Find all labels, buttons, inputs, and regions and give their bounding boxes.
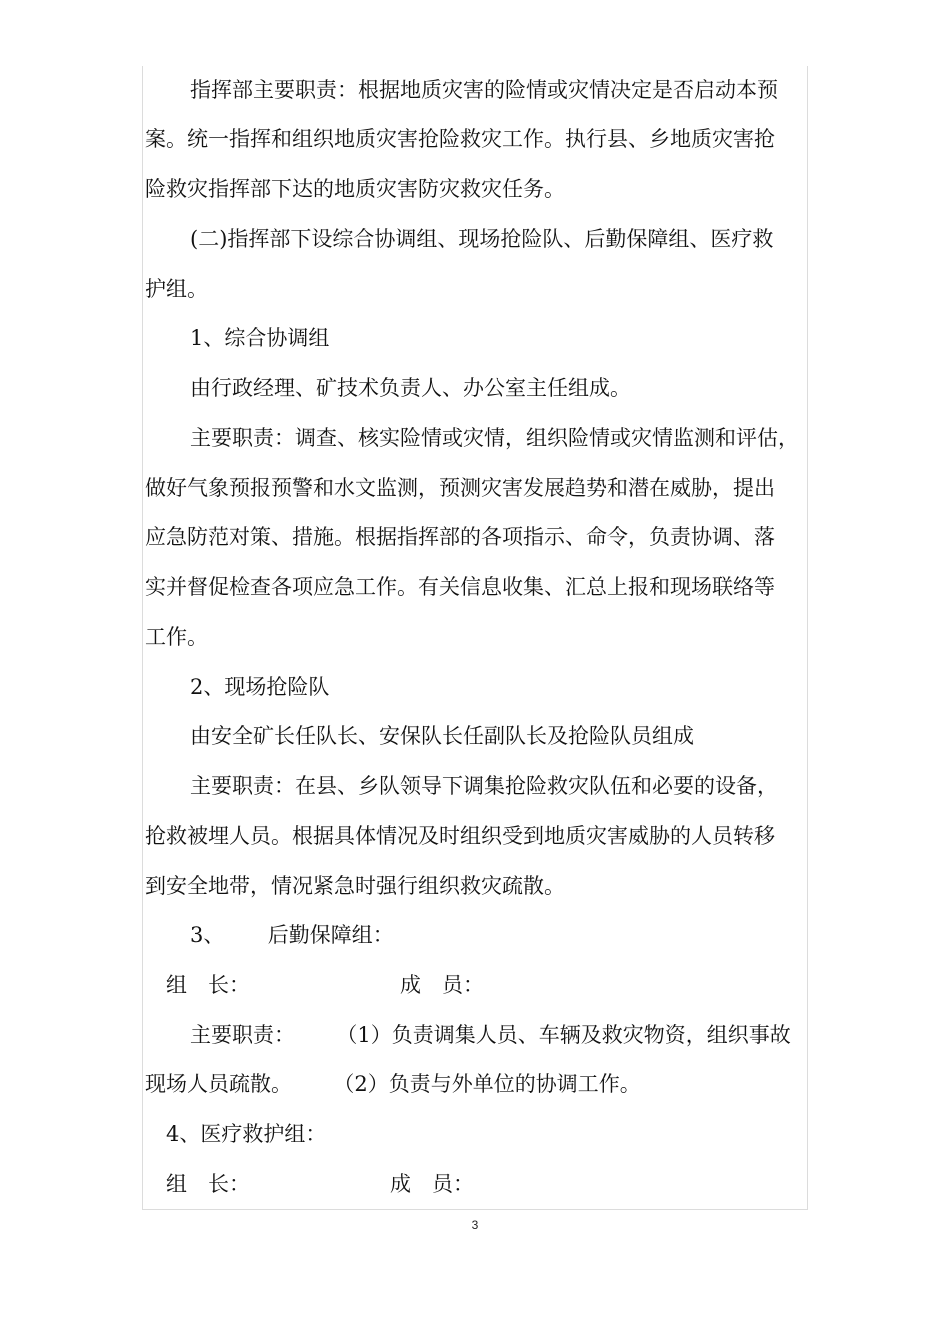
paragraph-line: 案。统一指挥和组织地质灾害抢险救灾工作。执行县、乡地质灾害抢 — [145, 127, 775, 151]
duty-item: 现场人员疏散。 — [145, 1072, 292, 1096]
paragraph-line: 由行政经理、矿技术负责人、办公室主任组成。 — [190, 376, 631, 400]
logistics-heading — [190, 920, 394, 950]
page-number: 3 — [471, 1218, 479, 1232]
logistics-heading-number: 3、 — [190, 923, 225, 947]
paragraph-line: 做好气象预报预警和水文监测，预测灾害发展趋势和潜在威胁，提出 — [145, 476, 775, 500]
paragraph-line: 到安全地带，情况紧急时强行组织救灾疏散。 — [145, 874, 565, 898]
paragraph-line: 工作。 — [145, 625, 208, 649]
duty-item: （2）负责与外单位的协调工作。 — [333, 1072, 641, 1096]
medical-leader-label: 组 长： — [166, 1172, 250, 1196]
paragraph-line: 险救灾指挥部下达的地质灾害防灾救灾任务。 — [145, 177, 565, 201]
paragraph-line: 抢救被埋人员。根据具体情况及时组织受到地质灾害威胁的人员转移 — [145, 824, 775, 848]
medical-members-label: 成 员： — [390, 1172, 474, 1196]
paragraph-line: 实并督促检查各项应急工作。有关信息收集、汇总上报和现场联络等 — [145, 575, 775, 599]
section-heading: 1、综合协调组 — [190, 326, 330, 350]
paragraph-line: 指挥部主要职责：根据地质灾害的险情或灾情决定是否启动本预 — [190, 78, 778, 102]
paragraph-line: 主要职责：在县、乡队领导下调集抢险救灾队伍和必要的设备， — [190, 774, 778, 798]
duties-label: 主要职责： — [190, 1023, 295, 1047]
paragraph-line: 由安全矿长任队长、安保队长任副队长及抢险队员组成 — [190, 724, 694, 748]
logistics-duties — [190, 1020, 791, 1050]
logistics-duties-continued — [145, 1069, 641, 1099]
logistics-leader-label: 组 长： — [166, 973, 250, 997]
logistics-heading-text: 后勤保障组： — [267, 923, 394, 947]
paragraph-line: (二)指挥部下设综合协调组、现场抢险队、后勤保障组、医疗救 — [190, 227, 774, 251]
logistics-members-label: 成 员： — [400, 973, 484, 997]
paragraph-line: 主要职责：调查、核实险情或灾情，组织险情或灾情监测和评估， — [190, 426, 799, 450]
duty-item: （1）负责调集人员、车辆及救灾物资，组织事故 — [336, 1023, 791, 1047]
section-heading: 2、现场抢险队 — [190, 675, 330, 699]
paragraph-line: 护组。 — [145, 277, 208, 301]
medical-heading: 4、医疗救护组： — [166, 1122, 327, 1146]
paragraph-line: 应急防范对策、措施。根据指挥部的各项指示、命令，负责协调、落 — [145, 525, 775, 549]
